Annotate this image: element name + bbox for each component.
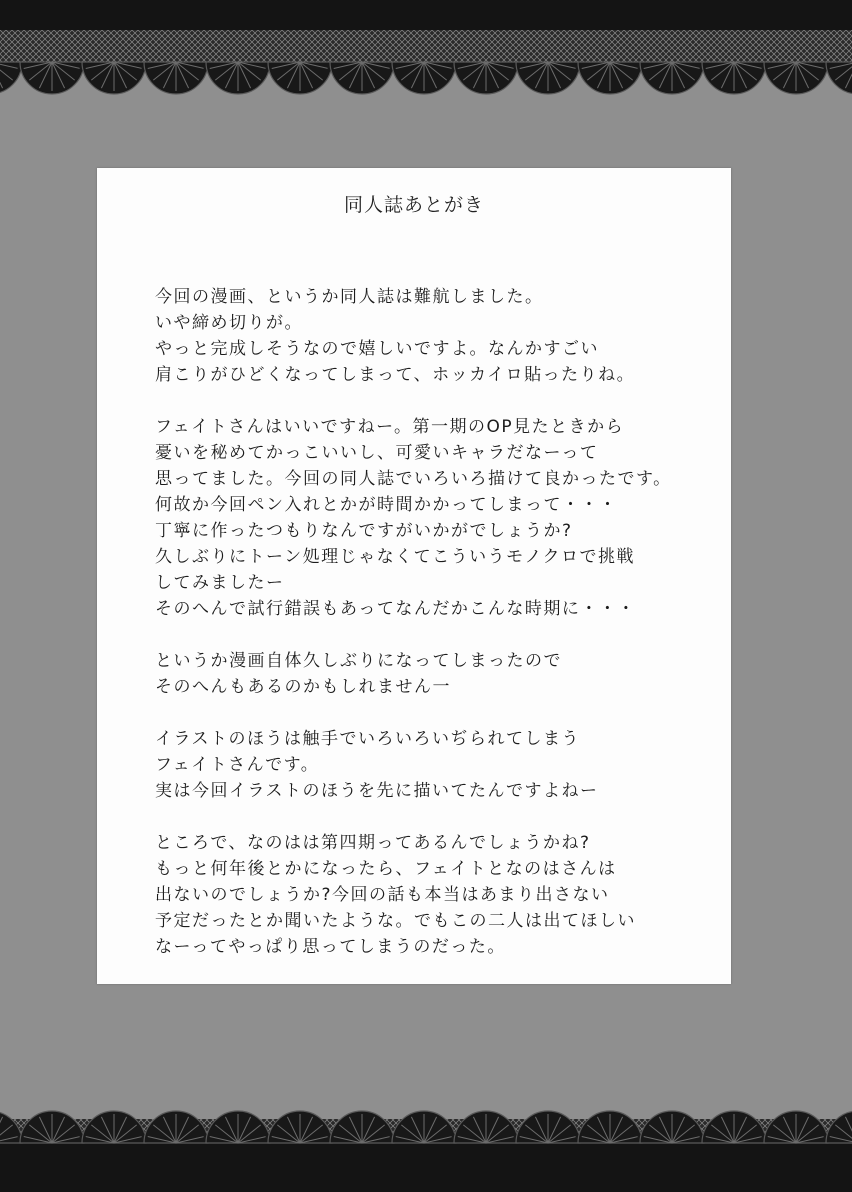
text-line: そのへんもあるのかもしれません一 [155,677,451,697]
page-title: 同人誌あとがき [343,194,484,216]
text-line: 実は今回イラストのほうを先に描いてたんですよねー [155,781,599,801]
text-line: 憂いを秘めてかっこいいし、可愛いキャラだなーって [155,443,599,463]
text-line: 肩こりがひどくなってしまって、ホッカイロ貼ったりね。 [155,365,636,385]
text-line: フェイトさんです。 [155,755,320,775]
paragraph [155,830,715,960]
lace-border-top [0,0,852,110]
afterword-page [97,168,731,984]
lace-border-bottom [0,1057,852,1192]
text-line: ところで、なのはは第四期ってあるんでしょうかね? [155,833,591,853]
text-line: 出ないのでしょうか?今回の話も本当はあまり出さない [155,885,610,905]
text-line: いや締め切りが。 [155,313,303,333]
text-line: というか漫画自体久しぶりになってしまったので [155,651,562,671]
text-line: やっと完成しそうなので嬉しいですよ。なんかすごい [155,339,599,359]
text-line: 予定だったとか聞いたような。でもこの二人は出てほしい [155,911,636,931]
paragraph [155,414,715,622]
text-line: 丁寧に作ったつもりなんですがいかがでしょうか? [155,521,573,541]
text-line: してみましたー [155,573,285,593]
text-line: 久しぶりにトーン処理じゃなくてこういうモノクロで挑戦 [155,547,635,567]
paragraph [155,726,715,804]
afterword-body [155,284,715,986]
text-line: イラストのほうは触手でいろいろいぢられてしまう [155,729,580,749]
text-line: 今回の漫画、というか同人誌は難航しました。 [155,287,544,307]
paragraph [155,284,715,388]
paragraph [155,648,715,700]
text-line: もっと何年後とかになったら、フェイトとなのはさんは [155,859,617,879]
text-line: 何故か今回ペン入れとかが時間かかってしまって・・・ [155,495,618,515]
text-line: なーってやっぱり思ってしまうのだった。 [155,937,506,957]
text-line: 思ってました。今回の同人誌でいろいろ描けて良かったです。 [155,469,672,489]
text-line: フェイトさんはいいですねー。第一期のOP見たときから [155,417,625,437]
text-line: そのへんで試行錯誤もあってなんだかこんな時期に・・・ [155,599,636,619]
